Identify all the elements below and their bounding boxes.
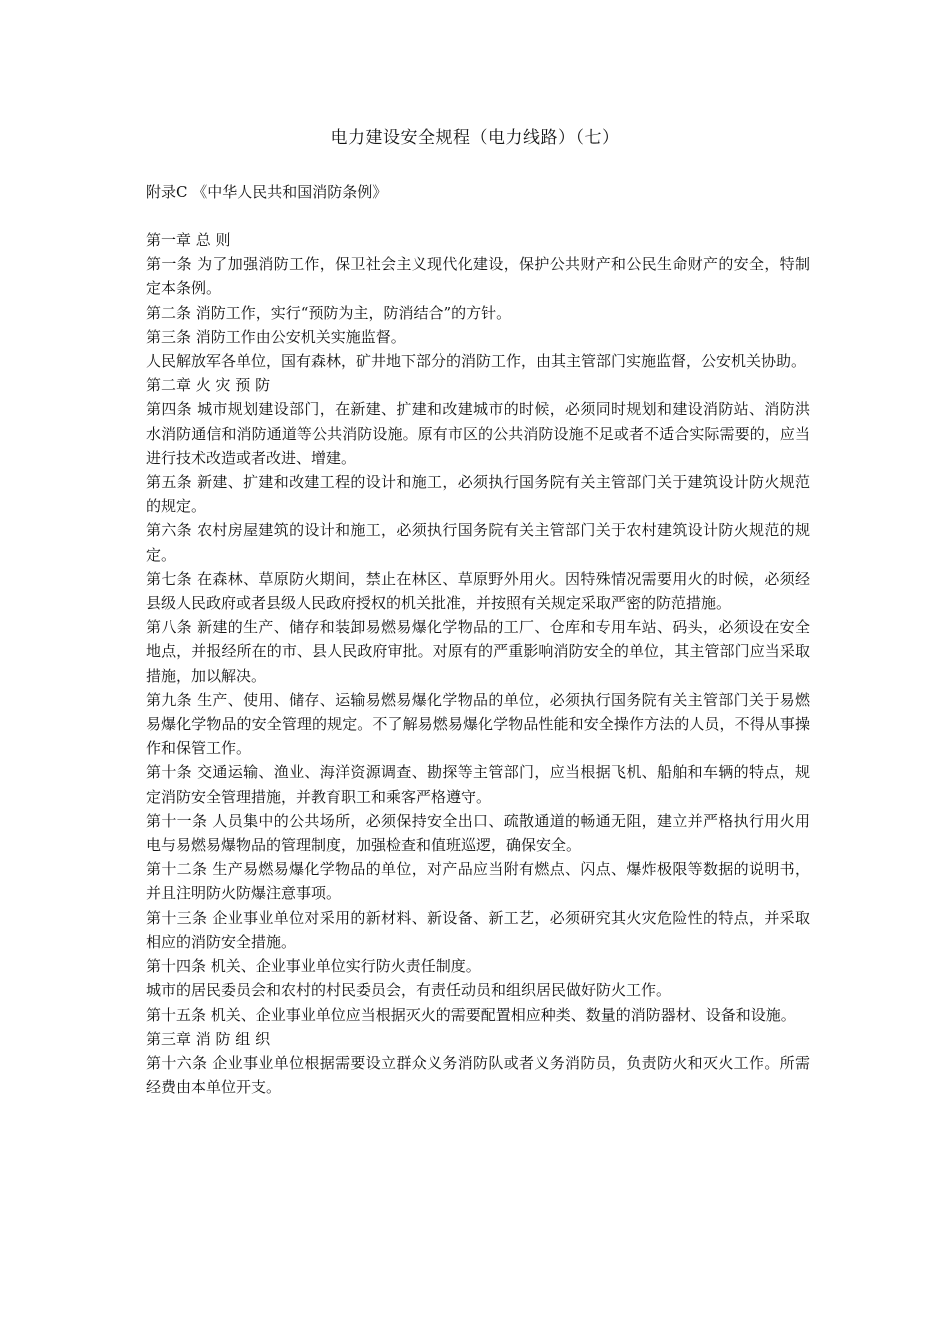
chapter-heading: 第一章 总 则 <box>146 231 231 249</box>
article-paragraph: 第十二条 生产易燃易爆化学物品的单位，对产品应当附有燃点、闪点、爆炸极限等数据的说明书，并且注明防火防爆注意事项。 <box>146 860 810 903</box>
document-title: 电力建设安全规程（电力线路）（七） <box>330 128 620 148</box>
article-paragraph: 人民解放军各单位，国有森林，矿井地下部分的消防工作，由其主管部门实施监督，公安机关协助。 <box>146 352 807 371</box>
article-paragraph: 第三条 消防工作由公安机关实施监督。 <box>146 327 406 346</box>
article-paragraph: 第六条 农村房屋建筑的设计和施工，必须执行国务院有关主管部门关于农村建筑设计防火规范的规定。 <box>146 521 810 564</box>
article-paragraph: 第十条 交通运输、渔业、海洋资源调查、勘探等主管部门，应当根据飞机、船舶和车辆的特点，规定消防安全管理措施，并教育职工和乘客严格遵守。 <box>146 763 810 806</box>
article-paragraph: 第十五条 机关、企业事业单位应当根据灭火的需要配置相应种类、数量的消防器材、设备和设施。 <box>146 1005 796 1024</box>
article-paragraph: 第十三条 企业事业单位对采用的新材料、新设备、新工艺，必须研究其火灾危险性的特点，并采取相应的消防安全措施。 <box>146 908 810 951</box>
article-paragraph: 第二条 消防工作，实行“预防为主，防消结合”的方针。 <box>146 303 512 322</box>
article-paragraph: 第九条 生产、使用、储存、运输易燃易爆化学物品的单位，必须执行国务院有关主管部门关于易燃易爆化学物品的安全管理的规定。不了解易燃易爆化学物品性能和安全操作方法的人员，不得从事操作和保管工作。 <box>146 690 810 758</box>
article-paragraph: 第八条 新建的生产、储存和装卸易燃易爆化学物品的工厂、仓库和专用车站、码头，必须设在安全地点，并报经所在的市、县人民政府审批。对原有的严重影响消防安全的单位，其主管部门应当采取措施，加以解决。 <box>146 618 810 685</box>
chapter-heading: 第二章 火 灾 预 防 <box>146 376 271 395</box>
chapter-heading: 第三章 消 防 组 织 <box>146 1029 271 1048</box>
article-paragraph: 第五条 新建、扩建和改建工程的设计和施工，必须执行国务院有关主管部门关于建筑设计防火规范的规定。 <box>146 473 810 516</box>
article-paragraph: 第一条 为了加强消防工作，保卫社会主义现代化建设，保护公共财产和公民生命财产的安全，特制定本条例。 <box>146 255 810 298</box>
article-paragraph: 城市的居民委员会和农村的村民委员会，有责任动员和组织居民做好防火工作。 <box>146 981 672 1000</box>
article-paragraph: 第七条 在森林、草原防火期间，禁止在林区、草原野外用火。因特殊情况需要用火的时候，必须经县级人民政府或者县级人民政府授权的机关批准，并按照有关规定采取严密的防范措施。 <box>146 569 810 613</box>
article-paragraph: 第十六条 企业事业单位根据需要设立群众义务消防队或者义务消防员，负责防火和灭火工作。所需经费由本单位开支。 <box>146 1053 810 1097</box>
article-paragraph: 第十一条 人员集中的公共场所，必须保持安全出口、疏散通道的畅通无阻，建立并严格执行用火用电与易燃易爆物品的管理制度，加强检查和值班巡逻，确保安全。 <box>146 811 810 855</box>
document-body <box>146 228 810 1099</box>
article-paragraph: 第四条 城市规划建设部门，在新建、扩建和改建城市的时候，必须同时规划和建设消防站、消防洪水消防通信和消防通道等公共消防设施。原有市区的公共消防设施不足或者不适合实际需要的，应当进行技术改造或者改进、增建。 <box>146 400 810 467</box>
appendix-heading: 附录C 《中华人民共和国消防条例》 <box>146 183 388 201</box>
article-paragraph: 第十四条 机关、企业事业单位实行防火责任制度。 <box>146 957 481 976</box>
